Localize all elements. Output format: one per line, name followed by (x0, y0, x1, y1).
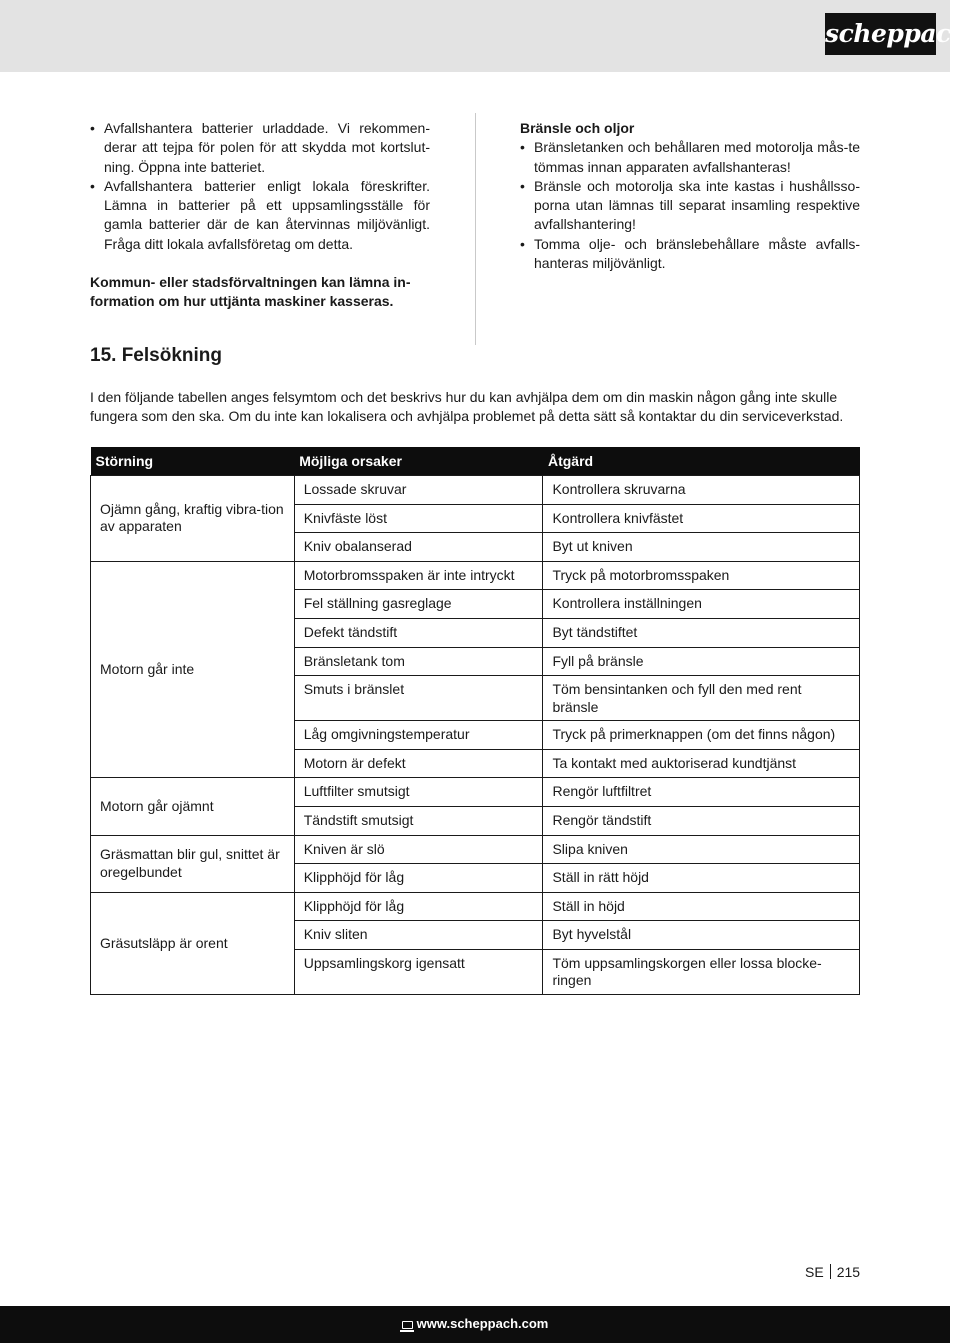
table-row (91, 476, 860, 505)
remedy-cell: Slipa kniven (543, 835, 860, 864)
cause-cell: Klipphöjd för låg (294, 892, 543, 921)
table-row (91, 892, 860, 921)
remedy-cell: Töm uppsamlingskorgen eller lossa blocke-ringen (543, 949, 860, 994)
header-causes: Möjliga orsaker (294, 447, 543, 476)
remedy-cell: Byt ut kniven (543, 533, 860, 562)
remedy-cell: Byt hyvelstål (543, 921, 860, 950)
cause-cell: Defekt tändstift (294, 618, 543, 647)
remedy-cell: Tryck på motorbromsspaken (543, 561, 860, 590)
cause-cell: Smuts i bränslet (294, 676, 543, 721)
column-divider (475, 113, 476, 345)
cause-cell: Motorbromsspaken är inte intryckt (294, 561, 543, 590)
table-row (91, 561, 860, 590)
section-intro: I den följande tabellen anges felsymtom och det beskrivs hur du kan avhjälpa dem om din maskin någon gång inte skulle fungera som den ska. Om du inte kan lokalisera och avhjälpa problemet på detta sätt så kontaktar du din serviceverkstad. (90, 389, 844, 425)
fault-cell: Gräsmattan blir gul, snittet är oregelbundet (91, 835, 295, 892)
fault-cell: Gräsutsläpp är orent (91, 892, 295, 994)
header-remedy: Åtgärd (543, 447, 860, 476)
cause-cell: Knivfäste löst (294, 504, 543, 533)
table-row (91, 835, 860, 864)
page-number-value: 215 (836, 1264, 861, 1280)
municipal-note: Kommun- eller stadsförvaltningen kan lämna in-formation om hur uttjänta maskiner kasseras. (90, 274, 411, 310)
remedy-cell: Rengör tändstift (543, 806, 860, 835)
cause-cell: Klipphöjd för låg (294, 864, 543, 893)
disposal-column-left (90, 119, 430, 312)
cause-cell: Låg omgivningstemperatur (294, 721, 543, 750)
remedy-cell: Kontrollera inställningen (543, 590, 860, 619)
header-bar (0, 0, 968, 72)
cause-cell: Kniv sliten (294, 921, 543, 950)
language-code: SE (805, 1264, 824, 1280)
cause-cell: Kniven är slö (294, 835, 543, 864)
fuel-oil-column (520, 119, 860, 273)
fault-cell: Motorn går inte (91, 561, 295, 778)
remedy-cell: Tryck på primerknappen (om det finns någon) (543, 721, 860, 750)
remedy-cell: Byt tändstiftet (543, 618, 860, 647)
page-number (805, 1264, 860, 1280)
header-fault: Störning (91, 447, 295, 476)
remedy-cell: Kontrollera skruvarna (543, 476, 860, 505)
remedy-cell: Kontrollera knivfästet (543, 504, 860, 533)
remedy-cell: Fyll på bränsle (543, 647, 860, 676)
fault-cell: Motorn går ojämnt (91, 778, 295, 835)
section-title: 15. Felsökning (90, 345, 222, 366)
page-separator (830, 1264, 831, 1279)
cause-cell: Motorn är defekt (294, 749, 543, 778)
troubleshooting-table (90, 447, 860, 995)
table-header-row (91, 447, 860, 476)
fuel-bullet-list (520, 138, 860, 273)
computer-icon (402, 1321, 413, 1329)
battery-bullet-list (90, 119, 430, 254)
remedy-cell: Töm bensintanken och fyll den med rent bränsle (543, 676, 860, 721)
cause-cell: Lossade skruvar (294, 476, 543, 505)
scheppach-logo: scheppach (825, 13, 936, 55)
list-item: • Bränsletanken och behållaren med motorolja mås-te tömmas innan apparaten avfallshanteras! (520, 138, 860, 177)
cause-cell: Kniv obalanserad (294, 533, 543, 562)
remedy-cell: Ställ in höjd (543, 892, 860, 921)
cause-cell: Fel ställning gasreglage (294, 590, 543, 619)
list-item: • Avfallshantera batterier enligt lokala föreskrifter. Lämna in batterier på ett uppsamlingsställe för gamla batterier där de kan återvinnas miljövänligt. Fråga ditt lokala avfallsföretag om detta. (90, 177, 430, 254)
table-row (91, 778, 860, 807)
cause-cell: Tändstift smutsigt (294, 806, 543, 835)
fault-cell: Ojämn gång, kraftig vibra-tion av apparaten (91, 476, 295, 562)
remedy-cell: Ställ in rätt höjd (543, 864, 860, 893)
list-item: • Avfallshantera batterier urladdade. Vi rekommen-derar att tejpa för polen för att skydda mot kortslut-ning. Öppna inte batteriet. (90, 119, 430, 177)
list-item: • Tomma olje- och bränslebehållare måste avfalls-hanteras miljövänligt. (520, 235, 860, 274)
cause-cell: Luftfilter smutsigt (294, 778, 543, 807)
list-item: • Bränsle och motorolja ska inte kastas i hushållsso-porna utan lämnas till separat insamling respektive avfallshantering! (520, 177, 860, 235)
remedy-cell: Ta kontakt med auktoriserad kundtjänst (543, 749, 860, 778)
cause-cell: Bränsletank tom (294, 647, 543, 676)
cause-cell: Uppsamlingskorg igensatt (294, 949, 543, 994)
footer-url[interactable]: www.scheppach.com (416, 1316, 549, 1331)
remedy-cell: Rengör luftfiltret (543, 778, 860, 807)
fuel-oil-title: Bränsle och oljor (520, 120, 635, 136)
footer-bar (0, 1306, 950, 1343)
